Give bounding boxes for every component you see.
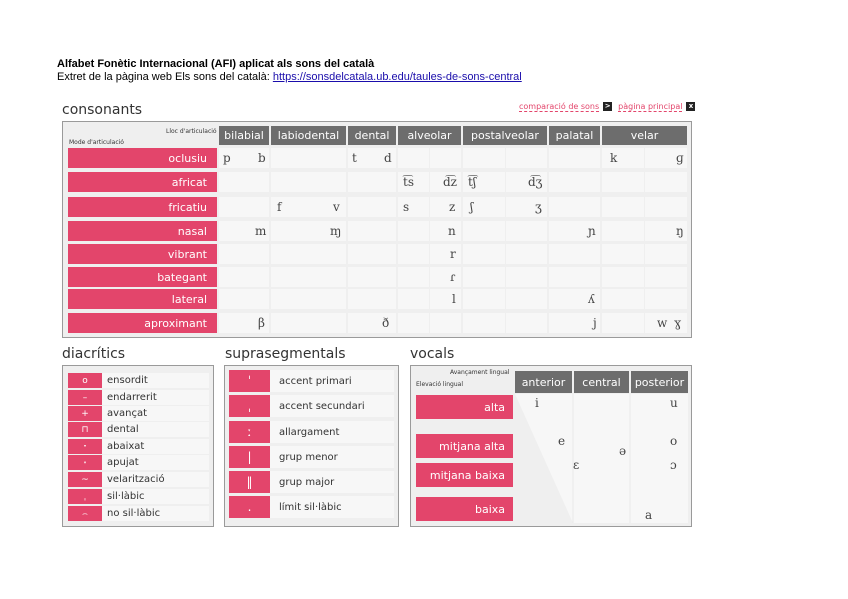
ipa-vowel[interactable]: ɔ [670,458,677,472]
row-baixa: baixa [416,497,513,521]
ipa-symbol[interactable]: ɡ [676,151,684,165]
arrow-right-icon[interactable]: > [604,102,611,110]
grid-cell [398,244,429,264]
grid-cell [463,313,505,333]
ipa-symbol[interactable]: z [449,200,456,214]
diacritic-label: apujat [102,455,209,470]
suprasegmental-label: grup menor [270,446,394,468]
grid-cell [549,148,600,168]
grid-cell [348,244,396,264]
grid-cell [602,221,644,241]
grid-cell [271,172,346,192]
ipa-symbol[interactable]: t͡s [403,175,414,189]
grid-cell [602,172,644,192]
col-postalveolar: postalveolar [463,126,547,145]
grid-cell [549,197,600,217]
row-nasal: nasal [68,221,217,241]
ipa-symbol[interactable]: ɾ [450,270,456,284]
grid-cell [602,313,644,333]
place-of-articulation-label: Lloc d'articulació [166,128,217,135]
ipa-symbol[interactable]: v [333,200,340,214]
grid-cell [645,172,687,192]
diacritic-row[interactable] [68,422,209,437]
ipa-symbol[interactable]: d͡ʒ [528,175,543,189]
diacritic-symbol: ˌ [68,489,102,504]
diacritic-symbol: ˕ [68,439,102,454]
subtitle-text: Extret de la pàgina web Els sons del català: [57,71,273,83]
diacritic-row[interactable] [68,506,209,521]
ipa-symbol[interactable]: f [277,200,282,214]
grid-cell [602,267,644,287]
diacritic-label: endarrerit [102,390,209,405]
col-palatal: palatal [549,126,600,145]
grid-cell [645,289,687,309]
consonants-title: consonants [62,102,143,118]
col-posterior: posterior [631,371,688,393]
ipa-symbol[interactable]: t͡ʃ [468,175,477,189]
grid-cell [430,197,461,217]
ipa-symbol[interactable]: d [384,151,392,165]
grid-cell [506,148,547,168]
ipa-symbol[interactable]: b [258,151,266,165]
main-page-link[interactable]: pàgina principal [618,102,683,111]
ipa-symbol[interactable]: ʃ [470,200,474,214]
col-alveolar: alveolar [398,126,461,145]
grid-cell [430,267,461,287]
row-vibrant: vibrant [68,244,217,264]
diacritic-label: ensordit [102,373,209,388]
ipa-vowel[interactable]: ɛ [573,458,580,472]
ipa-vowel[interactable]: a [645,508,653,522]
grid-cell [430,244,461,264]
grid-cell [219,289,269,309]
grid-cell [645,244,687,264]
ipa-symbol[interactable]: m [255,224,267,238]
row-mitjana-alta: mitjana alta [416,434,513,458]
ipa-symbol[interactable]: ɣ [674,316,682,330]
grid-cell [219,267,269,287]
grid-cell [506,313,547,333]
grid-cell [430,313,461,333]
diacritic-row[interactable] [68,390,209,405]
top-nav [519,102,695,111]
grid-cell [348,289,396,309]
grid-cell [430,148,461,168]
row-lateral: lateral [68,289,217,309]
suprasegmental-row[interactable] [229,446,394,468]
grid-cell [398,221,429,241]
ipa-symbol[interactable]: ð [382,316,390,330]
grid-cell [398,148,429,168]
grid-cell [398,289,429,309]
ipa-symbol[interactable]: ʎ [588,292,595,306]
grid-cell [219,197,269,217]
grid-cell [549,267,600,287]
row-aproximant: aproximant [68,313,217,333]
grid-cell [271,313,346,333]
diacritic-row[interactable] [68,489,209,504]
close-icon[interactable]: x [686,102,695,111]
suprasegmental-label: accent primari [270,370,394,392]
col-labiodental: labiodental [271,126,346,145]
ipa-symbol[interactable]: p [223,151,231,165]
suprasegmental-symbol: ˈ [229,370,270,392]
row-fricatiu: fricatiu [68,197,217,217]
suprasegmental-label: límit sil·làbic [270,496,394,518]
diacritic-row[interactable] [68,472,209,487]
ipa-symbol[interactable]: w [657,316,668,330]
col-bilabial: bilabial [219,126,269,145]
suprasegmental-symbol: ˌ [229,395,270,417]
grid-cell [645,267,687,287]
diacritic-label: avançat [102,406,209,421]
grid-cell [271,267,346,287]
suprasegmental-symbol: ‖ [229,471,270,493]
diacritic-symbol: + [68,406,102,421]
ipa-symbol[interactable]: d͡z [443,175,458,189]
grid-cell [549,244,600,264]
grid-cell [348,172,396,192]
source-link[interactable]: https://sonsdelcatala.ub.edu/taules-de-sons-central [272,71,522,83]
diacritic-symbol: – [68,390,102,405]
grid-cell [549,172,600,192]
document-subtitle [57,71,522,83]
diacritic-label: abaixat [102,439,209,454]
row-mitjana-baixa: mitjana baixa [416,463,513,487]
suprasegmental-symbol: | [229,446,270,468]
row-oclusiu: oclusiu [68,148,217,168]
row-africat: africat [68,172,217,192]
grid-cell [506,267,547,287]
grid-cell [463,221,505,241]
tongue-height-label: Elevació lingual [416,381,464,388]
ipa-symbol[interactable]: t [352,151,357,165]
diacritic-label: dental [102,422,209,437]
diacritic-row[interactable] [68,439,209,454]
row-bategant: bategant [68,267,217,287]
ipa-symbol[interactable]: ɲ [588,224,596,238]
suprasegmental-symbol: ː [229,421,270,443]
grid-cell [602,197,644,217]
grid-cell [430,289,461,309]
suprasegmental-label: accent secundari [270,395,394,417]
suprasegmental-label: grup major [270,471,394,493]
ipa-vowel[interactable]: i [535,396,539,410]
grid-cell [602,148,644,168]
grid-cell [348,267,396,287]
suprasegmental-row[interactable] [229,395,394,417]
compare-sounds-link[interactable]: comparació de sons [519,102,600,111]
suprasegmental-label: allargament [270,421,394,443]
grid-cell [645,197,687,217]
ipa-vowel[interactable]: o [670,434,678,448]
diacritic-row[interactable] [68,373,209,388]
suprasegmental-row[interactable] [229,471,394,493]
ipa-vowel[interactable]: e [558,434,566,448]
grid-cell [219,172,269,192]
ipa-symbol[interactable]: ŋ [676,224,684,238]
col-anterior: anterior [515,371,572,393]
grid-cell [271,244,346,264]
ipa-vowel[interactable]: u [670,396,678,410]
diacritic-row[interactable] [68,406,209,421]
suprasegmental-row[interactable] [229,496,394,518]
diacritic-symbol: ⊓ [68,422,102,437]
ipa-symbol[interactable]: l [452,292,456,306]
manner-of-articulation-label: Mode d'articulació [69,139,124,146]
grid-cell [463,267,505,287]
grid-cell [219,244,269,264]
grid-cell [602,244,644,264]
ipa-symbol[interactable]: r [450,247,456,261]
suprasegmental-symbol: . [229,496,270,518]
grid-cell [506,244,547,264]
ipa-symbol[interactable]: ʒ [535,200,542,214]
grid-cell [398,313,429,333]
diacritic-label: sil·làbic [102,489,209,504]
ipa-symbol[interactable]: β [258,316,265,330]
grid-cell [271,289,346,309]
ipa-symbol[interactable]: s [403,200,410,214]
grid-cell [506,289,547,309]
col-velar: velar [602,126,687,145]
document-title: Alfabet Fonètic Internacional (AFI) aplicat als sons del català [57,58,375,70]
grid-cell [271,148,346,168]
diacritic-label: no sil·làbic [102,506,209,521]
grid-cell [463,148,505,168]
grid-cell [398,267,429,287]
tongue-advancement-label: Avançament lingual [450,369,510,376]
grid-cell [506,221,547,241]
suprasegmental-row[interactable] [229,421,394,443]
grid-cell [348,197,396,217]
diacritic-symbol: ~ [68,472,102,487]
vowels-title: vocals [410,346,455,362]
diacritics-title: diacrítics [62,346,126,362]
grid-cell [430,221,461,241]
diacritic-label: velarització [102,472,209,487]
suprasegmental-row[interactable] [229,370,394,392]
grid-cell [602,289,644,309]
suprasegmentals-title: suprasegmentals [225,346,346,362]
ipa-symbol[interactable]: ɱ [330,224,342,238]
diacritic-symbol: ⌢ [68,506,102,521]
row-alta: alta [416,395,513,419]
grid-cell [463,244,505,264]
diacritic-symbol: ˔ [68,455,102,470]
diacritic-symbol: o [68,373,102,388]
ipa-symbol[interactable]: n [448,224,456,238]
ipa-symbol[interactable]: k [610,151,618,165]
col-dental: dental [348,126,396,145]
col-central: central [574,371,629,393]
grid-cell [463,289,505,309]
ipa-vowel[interactable]: ə [619,444,627,458]
ipa-symbol[interactable]: j [593,316,597,330]
vowel-trapezoid [515,394,688,523]
grid-cell [348,221,396,241]
diacritic-row[interactable] [68,455,209,470]
